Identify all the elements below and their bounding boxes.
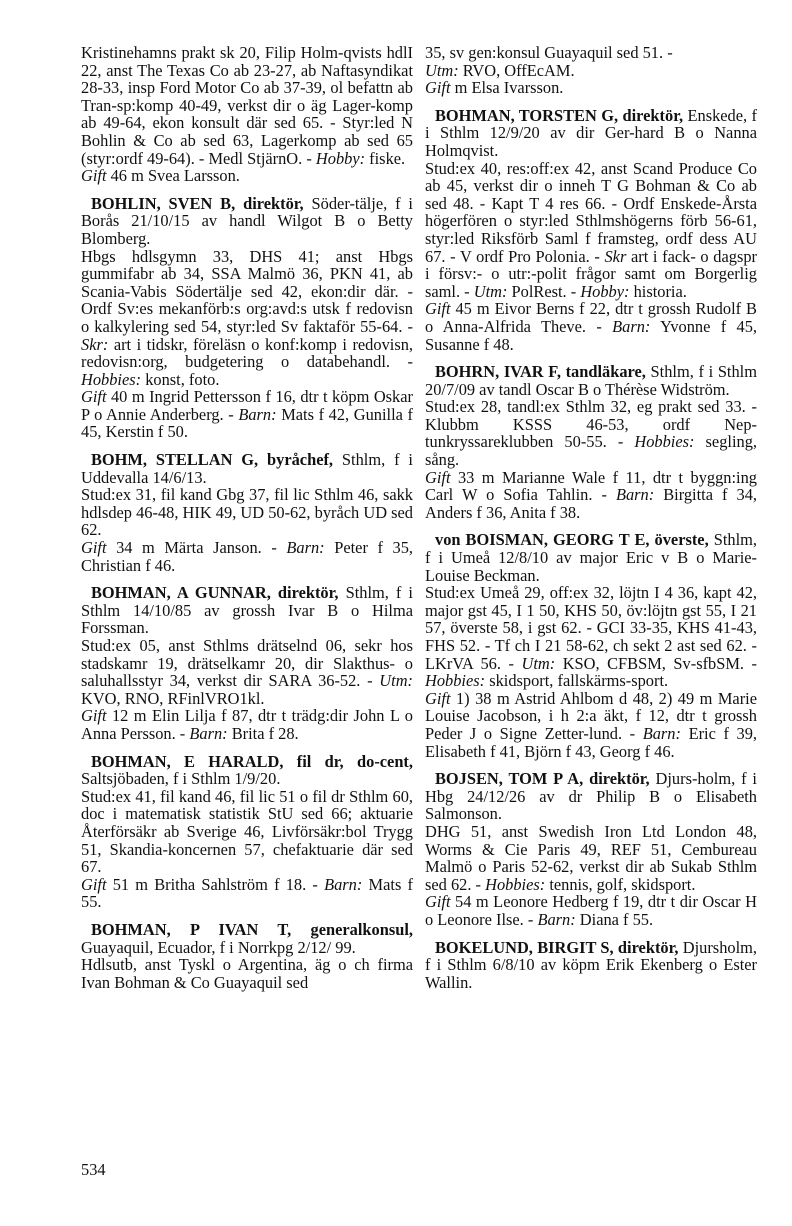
entry-body: Stud:ex 31, fil kand Gbg 37, fil lic Sthlm 46, sakk hdlsdep 46-48, HIK 49, UD 50-62, byråch UD sed 62.: [81, 485, 413, 540]
gift-text: 33 m Marianne Wale f 11, dtr t byggn:ing Carl W o Sofia Tahlin. -: [425, 467, 757, 505]
hobby-text: fiske.: [369, 148, 406, 168]
hobby-label: Hobby:: [580, 281, 630, 301]
entry-heading: BOHM, STELLAN G, byråchef,: [91, 450, 334, 470]
entry-heading: BOJSEN, TOM P A, direktör,: [435, 769, 650, 789]
barn-label: Barn:: [537, 909, 576, 929]
skr-text: art i tidskr, föreläsn o konf:komp i redovisn, redovisn:org, budgetering o databehandl. -: [81, 334, 413, 372]
gift-label: Gift: [81, 874, 107, 894]
biography-entry: [425, 531, 757, 760]
entry-intro: Sthlm, f i Umeå 12/8/10 av major Eric v B o Marie-Louise Beckman.: [425, 530, 757, 585]
barn-label: Barn:: [612, 316, 651, 336]
barn-label: Barn:: [324, 874, 363, 894]
hobby-label: Hobbies:: [634, 432, 695, 452]
utm-label: Utm:: [425, 60, 459, 80]
skr-label: Skr: [604, 246, 627, 266]
utm-label: Utm:: [379, 671, 413, 691]
gift-label: Gift: [425, 688, 451, 708]
entry-intro: Djursholm, f i Sthlm 6/8/10 av köpm Erik Ekenberg o Ester Wallin.: [425, 937, 757, 992]
entry-heading: BOHMAN, TORSTEN G, direktör,: [435, 105, 684, 125]
biography-entry: [81, 451, 413, 574]
entry-body: Stud:ex Umeå 29, off:ex 32, löjtn I 4 36, kapt 42, major gst 45, I 1 50, KHS 50, öv:löjtn gst 55, I 21 57, överste 58, i gst 62. - GCI 33-35, KHS 41-43, FHS 52. - Tf ch I 21 58-62, ch sekt 2 ast sed 62. - LKrVA 56. -: [425, 583, 757, 673]
biography-entry: [81, 195, 413, 441]
gift-text: 46 m Svea Larsson.: [110, 166, 240, 186]
entry-heading: BOHLIN, SVEN B, direktör,: [91, 193, 304, 213]
barn-text: Diana f 55.: [579, 909, 654, 929]
entry-body: Stud:ex 28, tandl:ex Sthlm 32, eg prakt sed 33. - Klubbm KSSS 46-53, ordf Nep-tunkryssareklubben 50-55. -: [425, 397, 757, 452]
barn-text: Mats f 42, Gunilla f 45, Kerstin f 50.: [81, 404, 413, 442]
biography-entry: [425, 107, 757, 353]
skr-label: Skr:: [81, 334, 109, 354]
utm-label: Utm:: [521, 653, 556, 673]
gift-label: Gift: [425, 78, 451, 98]
barn-label: Barn:: [189, 723, 228, 743]
skr-text: art i fack- o dagspr i försv:- o utr:-polit frågor samt om Borgerlig saml. -: [425, 246, 757, 301]
right-column: [425, 44, 757, 1001]
entry-heading: BOHMAN, P IVAN T, generalkonsul,: [91, 919, 413, 939]
utm-text: KSO, CFBSM, Sv-sfbSM. -: [562, 653, 757, 673]
biography-entry: [425, 363, 757, 521]
entry-heading: BOHRN, IVAR F, tandläkare,: [435, 362, 646, 382]
gift-label: Gift: [425, 892, 451, 912]
barn-text: Peter f 35, Christian f 46.: [81, 538, 413, 575]
entry-heading: von BOISMAN, GEORG T E, överste,: [435, 530, 709, 550]
left-column: [81, 44, 413, 1001]
hobby-text: historia.: [633, 281, 687, 301]
hobby-label: Hobbies:: [81, 369, 142, 389]
entry-intro: Djurs-holm, f i Hbg 24/12/26 av dr Philip B o Elisabeth Salmonson.: [425, 769, 757, 824]
barn-text: Brita f 28.: [231, 723, 299, 743]
hobby-text: segling, sång.: [425, 432, 757, 470]
biography-entry: [425, 770, 757, 928]
gift-text: 40 m Ingrid Pettersson f 16, dtr t köpm Oskar P o Annie Anderberg. -: [81, 387, 413, 424]
barn-label: Barn:: [238, 404, 277, 424]
gift-label: Gift: [425, 467, 451, 487]
hobby-text: skidsport, fallskärms-sport.: [489, 671, 669, 691]
entry-intro: Saltsjöbaden, f i Sthlm 1/9/20.: [81, 769, 281, 789]
continuation-entry: [81, 44, 413, 185]
barn-text: Eric f 39, Elisabeth f 41, Björn f 43, Georg f 46.: [425, 723, 757, 761]
gift-text: 1) 38 m Astrid Ahlbom d 48, 2) 49 m Marie Louise Jacobson, i h 2:a äkt, f 12, dtr t grossh Peder J o Signe Zetter-lund. -: [425, 688, 757, 743]
entry-body: Stud:ex 41, fil kand 46, fil lic 51 o fil dr Sthlm 60, doc i matematisk statistik StU sed 66; aktuarie Återförsäkr ab Sverige 46, Livförsäkr:bol Trygg 51, Skandia-koncernen 57, chefaktuarie där sed 67.: [81, 786, 413, 877]
entry-intro: Söder-tälje, f i Borås 21/10/15 av handl Wilgot B o Betty Blomberg.: [81, 193, 413, 248]
barn-label: Barn:: [642, 723, 681, 743]
gift-text: 34 m Märta Janson. -: [116, 538, 277, 558]
entry-intro: Sthlm, f i Sthlm 14/10/85 av grossh Ivar B o Hilma Forssman.: [81, 583, 413, 638]
entry-body: Stud:ex 40, res:off:ex 42, anst Scand Produce Co ab 45, verkst dir o inneh T G Bohman & Co ab sed 48. - Kapt T 4 res 66. - Ordf Enskede-Årsta högerfören o styr:led Sthlmshögerns förb 56-61, styr:led Riksförb Saml f framsteg, ordf dess AU 67. - V ordf Pro Polonia. -: [425, 158, 757, 266]
gift-text: m Elsa Ivarsson.: [454, 78, 564, 98]
entry-intro: Enskede, f i Sthlm 12/9/20 av dir Ger-hard B o Nanna Holmqvist.: [425, 105, 757, 160]
gift-text: 12 m Elin Lilja f 87, dtr t trädg:dir John L o Anna Persson. -: [81, 706, 413, 743]
entry-body: 35, sv gen:konsul Guayaquil sed 51. -: [425, 43, 673, 62]
hobby-label: Hobbies:: [485, 874, 546, 894]
entry-intro: Guayaquil, Ecuador, f i Norrkpg 2/12/ 99.: [81, 937, 356, 957]
entry-body: DHG 51, anst Swedish Iron Ltd London 48, Worms & Cie Paris 49, REF 51, Cembureau Malmö o Paris 52-62, verkst dir ab Sukab Sthlm sed 62. -: [425, 821, 757, 894]
entry-intro: Sthlm, f i Uddevalla 14/6/13.: [81, 450, 413, 487]
utm-label: Utm:: [473, 281, 508, 301]
biography-entry: [81, 753, 413, 911]
biography-entry: [81, 921, 413, 991]
entry-heading: BOHMAN, A GUNNAR, direktör,: [91, 583, 339, 603]
utm-text: PolRest. -: [511, 281, 577, 301]
entry-body: Stud:ex 05, anst Sthlms drätselnd 06, sekr hos stadskamr 19, drätselkamr 20, dir Slakthus- o saluhallsstyr 34, verkst dir SARA 36-52. -: [81, 636, 413, 691]
entry-heading: BOHMAN, E HARALD, fil dr, do-cent,: [91, 751, 413, 771]
gift-text: 45 m Eivor Berns f 22, dtr t grossh Rudolf B o Anna-Alfrida Theve. -: [425, 299, 757, 336]
entry-body: Hbgs hdlsgymn 33, DHS 41; anst Hbgs gummifabr ab 34, SSA Malmö 36, PKN 41, ab Scania-Vabis Södertälje sed 42, ekon:dir där. - Ordf Sv:es mekanförb:s org:avd:s utsk f redovisn o kalkylering sed 54, styr:led Sv faktaför 55-64. -: [81, 246, 413, 336]
entry-body: Hdlsutb, anst Tyskl o Argentina, äg o ch firma Ivan Bohman & Co Guayaquil sed: [81, 955, 413, 992]
entry-intro: Sthlm, f i Sthlm 20/7/09 av tandl Oscar B o Thérèse Widström.: [425, 362, 757, 399]
gift-text: 51 m Britha Sahlström f 18. -: [112, 874, 318, 894]
barn-text: Mats f 55.: [81, 874, 413, 912]
hobby-label: Hobby:: [315, 148, 366, 168]
utm-text: RVO, OffEcAM.: [462, 60, 575, 80]
gift-label: Gift: [81, 538, 107, 558]
continuation-entry: [425, 44, 757, 97]
hobby-label: Hobbies:: [425, 671, 486, 691]
biography-entry: [425, 939, 757, 992]
biography-entry: [81, 584, 413, 742]
utm-text: KVO, RNO, RFinlVRO1kl.: [81, 688, 265, 708]
gift-label: Gift: [81, 387, 107, 407]
entry-body: Kristinehamns prakt sk 20, Filip Holm-qvists hdlI 22, anst The Texas Co ab 23-27, ab Naftasyndikat 28-33, insp Ford Motor Co ab 37-39, ol befattn ab Tran-sp:komp 40-49, verkst dir o äg Lager-komp ab 49-64, ekon konsult där sed 65. - Styr:led N Bohlin & Co ab sed 63, Lagerkomp ab sed 65 (styr:ordf 49-64). - Medl StjärnO. -: [81, 43, 413, 168]
gift-label: Gift: [81, 166, 107, 186]
hobby-text: konst, foto.: [145, 369, 220, 389]
hobby-text: tennis, golf, skidsport.: [549, 874, 696, 894]
gift-label: Gift: [425, 299, 451, 319]
gift-text: 54 m Leonore Hedberg f 19, dtr t dir Oscar H o Leonore Ilse. -: [425, 892, 757, 929]
barn-label: Barn:: [615, 485, 655, 505]
barn-text: Birgitta f 34, Anders f 36, Anita f 38.: [425, 485, 757, 522]
page-number: 534: [81, 1160, 106, 1179]
barn-text: Yvonne f 45, Susanne f 48.: [425, 316, 757, 354]
barn-label: Barn:: [286, 538, 325, 558]
gift-label: Gift: [81, 706, 107, 726]
entry-heading: BOKELUND, BIRGIT S, direktör,: [435, 937, 679, 957]
